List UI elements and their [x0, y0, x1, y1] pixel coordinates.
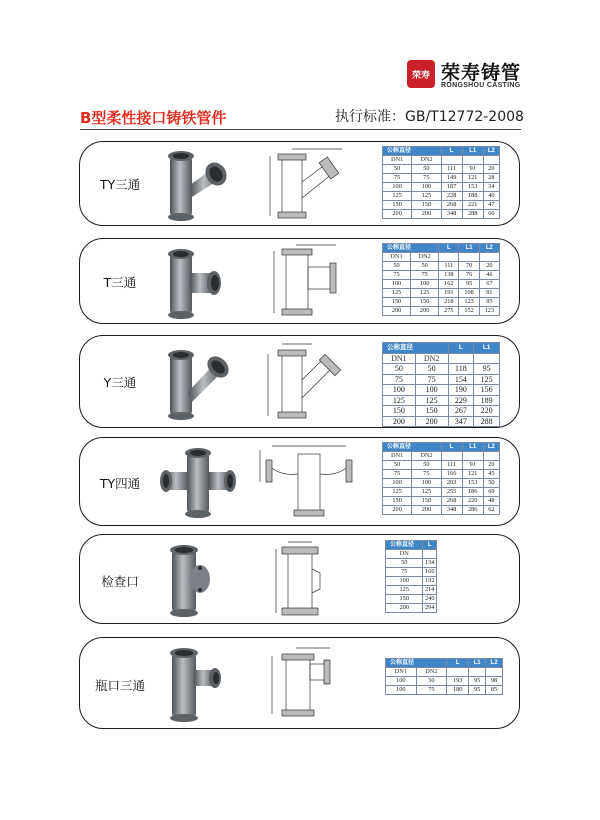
y-tee-photo [160, 344, 236, 422]
header-cell: 公称直径 [386, 541, 423, 550]
table-cell: 125 [474, 374, 500, 385]
header-divider [80, 129, 521, 130]
table-row [383, 374, 500, 385]
table-cell: 200 [383, 416, 416, 427]
table-cell: 50 [386, 559, 423, 568]
table-cell: 48 [483, 497, 499, 506]
table-cell: 100 [383, 479, 412, 488]
sub-header-cell: DN2 [416, 668, 447, 677]
table-row [383, 271, 500, 280]
header-cell: L1 [474, 343, 500, 354]
table-row [383, 262, 500, 271]
sub-header-cell: DN1 [383, 452, 412, 461]
table-cell: 100 [386, 686, 417, 695]
table-cell: 150 [411, 298, 439, 307]
product-name: TY三通 [99, 177, 141, 192]
table-cell: 193 [447, 677, 469, 686]
table-row [386, 586, 437, 595]
table-row [383, 165, 500, 174]
page-title: B型柔性接口铸铁管件 [80, 109, 227, 127]
header-cell: L [447, 659, 469, 668]
sub-header-cell: DN2 [411, 253, 439, 262]
table-cell: 100 [386, 677, 417, 686]
table-cell: 200 [386, 604, 423, 613]
table-row [383, 406, 500, 417]
table-cell: 50 [383, 262, 411, 271]
table-cell: 134 [423, 559, 437, 568]
table-row [386, 677, 503, 686]
table-cell: 98 [486, 677, 503, 686]
table-cell: 166 [441, 470, 462, 479]
table-cell: 275 [439, 307, 459, 316]
header-cell: 公称直径 [383, 244, 439, 253]
table-cell: 70 [459, 262, 479, 271]
table-cell: 50 [416, 677, 447, 686]
table-row [386, 604, 437, 613]
table-cell: 121 [462, 174, 483, 183]
product-name: 瓶口三通 [94, 678, 145, 693]
table-cell: 150 [383, 201, 412, 210]
header-cell: L2 [483, 147, 499, 156]
table-cell: 156 [474, 385, 500, 396]
table-cell: 50 [383, 461, 412, 470]
table-cell: 50 [483, 479, 499, 488]
table-cell: 111 [441, 461, 462, 470]
table-cell: 221 [462, 201, 483, 210]
table-cell: 180 [447, 686, 469, 695]
table-cell: 100 [383, 280, 411, 289]
table-row [386, 559, 437, 568]
table-cell: 200 [383, 307, 411, 316]
table-row [386, 577, 437, 586]
table-cell: 121 [462, 470, 483, 479]
table-cell: 50 [383, 364, 416, 375]
table-row [383, 488, 500, 497]
company-name: 荣寿铸管 [441, 62, 522, 84]
table-row [383, 183, 500, 192]
table-cell: 348 [441, 210, 462, 219]
table-row [383, 497, 500, 506]
table-cell: 125 [383, 395, 416, 406]
header-cell: 公称直径 [383, 147, 442, 156]
table-cell: 20 [483, 461, 499, 470]
table-cell: 214 [423, 586, 437, 595]
table-cell: 50 [415, 364, 448, 375]
table-cell: 240 [423, 595, 437, 604]
table-cell: 200 [411, 307, 439, 316]
table-cell: 125 [412, 488, 441, 497]
table-cell: 34 [483, 183, 499, 192]
ty-cross-photo [160, 444, 236, 520]
table-cell: 75 [416, 686, 447, 695]
table-cell: 150 [412, 201, 441, 210]
table-cell: 46 [479, 271, 499, 280]
sub-header-cell: DN1 [386, 668, 417, 677]
table-cell: 187 [441, 183, 462, 192]
table-cell: 81 [479, 289, 499, 298]
table-cell: 50 [412, 165, 441, 174]
table-cell: 125 [383, 289, 411, 298]
product-name: Y三通 [103, 375, 137, 390]
table-cell: 149 [441, 174, 462, 183]
table-cell: 125 [383, 192, 412, 201]
table-cell: 123 [459, 298, 479, 307]
table-cell: 220 [474, 406, 500, 417]
table-cell: 125 [411, 289, 439, 298]
table-cell: 95 [469, 686, 486, 695]
table-cell: 348 [441, 506, 462, 515]
table-cell: 108 [459, 289, 479, 298]
bottleneck-tee-photo [160, 644, 236, 724]
table-cell: 229 [448, 395, 474, 406]
table-cell: 76 [459, 271, 479, 280]
product-card-bottleneck-tee [79, 637, 520, 729]
table-cell: 50 [411, 262, 439, 271]
table-cell: 75 [412, 174, 441, 183]
table-cell: 228 [441, 192, 462, 201]
table-cell: 95 [469, 677, 486, 686]
table-row [383, 289, 500, 298]
table-cell: 100 [383, 385, 416, 396]
table-cell: 118 [448, 364, 474, 375]
inspection-port-drawing [252, 539, 370, 621]
sub-header-cell: DN2 [415, 353, 448, 364]
table-cell: 100 [383, 183, 412, 192]
logo-seal: 荣寿 [407, 60, 435, 88]
table-cell: 75 [383, 470, 412, 479]
table-cell: 100 [411, 280, 439, 289]
table-row [383, 395, 500, 406]
table-cell: 28 [483, 174, 499, 183]
table-cell: 200 [383, 210, 412, 219]
table-cell: 192 [423, 577, 437, 586]
table-row [383, 385, 500, 396]
table-cell: 150 [383, 298, 411, 307]
sub-header-cell: DN [386, 550, 423, 559]
header-cell: L [439, 244, 459, 253]
table-cell: 150 [415, 406, 448, 417]
table-cell: 75 [415, 374, 448, 385]
table-row [383, 307, 500, 316]
table-cell: 100 [412, 183, 441, 192]
table-cell: 188 [462, 192, 483, 201]
product-card-y-tee [79, 335, 520, 428]
table-cell: 152 [459, 307, 479, 316]
sub-header-cell: DN2 [412, 452, 441, 461]
table-cell: 50 [383, 165, 412, 174]
table-cell: 85 [486, 686, 503, 695]
table-cell: 267 [448, 406, 474, 417]
product-card-ty-cross [79, 437, 520, 526]
table-row [383, 470, 500, 479]
table-cell: 100 [386, 577, 423, 586]
product-name: T三通 [103, 275, 137, 290]
header-cell: 公称直径 [383, 343, 449, 354]
table-cell: 91 [462, 165, 483, 174]
standard-code: 执行标准：GB/T12772-2008 [335, 109, 524, 125]
table-row [383, 461, 500, 470]
header-cell: L2 [486, 659, 503, 668]
table-cell: 123 [479, 307, 499, 316]
table-cell: 150 [412, 497, 441, 506]
table-cell: 40 [483, 192, 499, 201]
header-cell: L1 [462, 443, 483, 452]
table-cell: 150 [386, 595, 423, 604]
table-cell: 50 [412, 461, 441, 470]
ty-cross-drawing [252, 442, 370, 522]
table-row [383, 506, 500, 515]
table-row [383, 298, 500, 307]
header-cell: L [423, 541, 437, 550]
ty-cross-spec-table [382, 442, 500, 515]
table-cell: 75 [383, 374, 416, 385]
table-cell: 294 [423, 604, 437, 613]
header-cell: L2 [479, 244, 499, 253]
sub-header-cell: DN1 [383, 253, 411, 262]
header-cell: L1 [459, 244, 479, 253]
table-row [386, 568, 437, 577]
table-cell: 162 [439, 280, 459, 289]
table-cell: 125 [383, 488, 412, 497]
sub-header-cell: DN2 [412, 156, 441, 165]
table-cell: 20 [479, 262, 499, 271]
t-tee-spec-table [382, 243, 500, 316]
table-cell: 67 [479, 280, 499, 289]
table-cell: 125 [415, 395, 448, 406]
table-cell: 200 [412, 506, 441, 515]
table-cell: 75 [411, 271, 439, 280]
table-row [386, 686, 503, 695]
header-cell: 公称直径 [386, 659, 447, 668]
inspection-port-spec-table [385, 540, 437, 613]
ty-tee-drawing [252, 146, 370, 224]
table-cell: 75 [383, 174, 412, 183]
t-tee-drawing [252, 243, 370, 321]
table-row [383, 416, 500, 427]
table-cell: 91 [462, 461, 483, 470]
product-name: 检查口 [101, 574, 139, 589]
table-cell: 218 [439, 298, 459, 307]
header-cell: L [441, 147, 462, 156]
table-row [383, 192, 500, 201]
table-cell: 69 [483, 488, 499, 497]
table-cell: 20 [483, 165, 499, 174]
table-row [383, 479, 500, 488]
table-cell: 111 [439, 262, 459, 271]
product-name: TY四通 [99, 476, 141, 491]
table-cell: 125 [386, 586, 423, 595]
table-cell: 100 [415, 385, 448, 396]
table-cell: 220 [462, 497, 483, 506]
table-cell: 111 [441, 165, 462, 174]
table-cell: 154 [448, 374, 474, 385]
sub-header-cell: DN1 [383, 353, 416, 364]
t-tee-photo [160, 245, 236, 321]
bottleneck-tee-spec-table [385, 658, 503, 695]
product-card-t-tee [79, 238, 520, 324]
table-cell: 47 [483, 201, 499, 210]
table-cell: 189 [474, 395, 500, 406]
table-cell: 153 [462, 479, 483, 488]
header-cell: L1 [462, 147, 483, 156]
table-row [383, 201, 500, 210]
table-cell: 95 [474, 364, 500, 375]
table-cell: 45 [483, 470, 499, 479]
inspection-port-photo [160, 541, 236, 619]
company-name-en: RONGSHOU CASTING [441, 82, 521, 89]
header-cell: L1 [469, 659, 486, 668]
product-card-inspection-port [79, 534, 520, 624]
product-card-ty-tee [79, 141, 520, 226]
header-cell: L [448, 343, 474, 354]
table-cell: 191 [439, 289, 459, 298]
table-cell: 347 [448, 416, 474, 427]
sub-header-cell: DN1 [383, 156, 412, 165]
y-tee-drawing [252, 340, 370, 424]
table-cell: 268 [441, 201, 462, 210]
header-cell: 公称直径 [383, 443, 442, 452]
table-cell: 160 [423, 568, 437, 577]
table-cell: 75 [412, 470, 441, 479]
table-cell: 200 [412, 210, 441, 219]
table-row [383, 174, 500, 183]
table-row [383, 364, 500, 375]
table-cell: 288 [474, 416, 500, 427]
table-cell: 200 [383, 506, 412, 515]
table-cell: 286 [462, 506, 483, 515]
bottleneck-tee-drawing [252, 644, 370, 724]
table-cell: 288 [462, 210, 483, 219]
table-cell: 62 [483, 506, 499, 515]
table-row [383, 280, 500, 289]
table-cell: 138 [439, 271, 459, 280]
table-cell: 100 [412, 479, 441, 488]
table-cell: 186 [462, 488, 483, 497]
table-row [383, 210, 500, 219]
table-cell: 200 [415, 416, 448, 427]
table-cell: 95 [479, 298, 499, 307]
table-cell: 203 [441, 479, 462, 488]
table-cell: 255 [441, 488, 462, 497]
table-cell: 95 [459, 280, 479, 289]
company-logo [407, 60, 522, 90]
header-cell: L [441, 443, 462, 452]
table-cell: 75 [386, 568, 423, 577]
table-cell: 190 [448, 385, 474, 396]
ty-tee-spec-table [382, 146, 500, 219]
y-tee-spec-table [382, 342, 500, 427]
table-cell: 75 [383, 271, 411, 280]
table-cell: 150 [383, 497, 412, 506]
table-cell: 268 [441, 497, 462, 506]
table-cell: 150 [383, 406, 416, 417]
ty-tee-photo [160, 147, 236, 223]
table-cell: 60 [483, 210, 499, 219]
table-row [386, 595, 437, 604]
table-cell: 125 [412, 192, 441, 201]
table-cell: 153 [462, 183, 483, 192]
header-cell: L2 [483, 443, 499, 452]
